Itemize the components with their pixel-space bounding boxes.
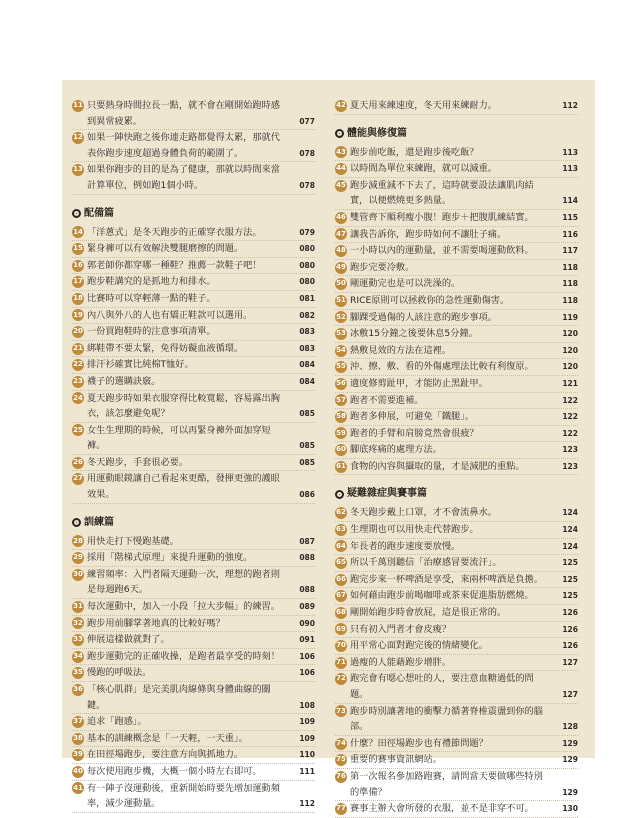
toc-entry[interactable] — [72, 764, 315, 781]
page-number: 080 — [299, 244, 315, 254]
number-badge: 41 — [72, 782, 84, 794]
number-badge: 52 — [335, 311, 347, 323]
section-heading — [335, 127, 578, 141]
page-number: 126 — [562, 641, 578, 651]
number-badge: 43 — [335, 146, 347, 158]
entry-text: 熱敷見效的方法在這裡。 — [350, 344, 452, 356]
page-number: 118 — [562, 262, 578, 272]
entry-text: 排汗衫確實比純棉T恤好。 — [87, 359, 194, 371]
toc-entry[interactable] — [72, 616, 315, 633]
number-badge: 62 — [335, 507, 347, 519]
page-number: 122 — [562, 412, 578, 422]
entry-text: 跑步用前腳掌著地真的比較好嗎？ — [87, 617, 225, 629]
entry-text: 重要的賽事資訊網站。 — [350, 754, 442, 766]
entry-text: 什麼？田徑場跑步也有禮節問題？ — [350, 737, 488, 749]
toc-entry[interactable] — [72, 632, 315, 649]
page-number: 120 — [562, 329, 578, 339]
number-badge: 44 — [335, 163, 347, 175]
toc-entry[interactable] — [335, 276, 578, 293]
entry-text: 第一次報名參加路跑賽，請問當天要做哪些特別的準備？ — [350, 770, 543, 798]
page-number: 083 — [299, 343, 315, 353]
toc-entry[interactable] — [335, 343, 578, 360]
number-badge: 22 — [72, 359, 84, 371]
section-heading — [335, 487, 578, 501]
toc-entry[interactable] — [335, 539, 578, 556]
page-number: 126 — [562, 624, 578, 634]
entry-text: 適度修剪趾甲，才能防止黑趾甲。 — [350, 377, 488, 389]
page-number: 124 — [562, 525, 578, 535]
entry-text: 跑步前吃飯，還是跑步後吃飯？ — [350, 146, 479, 158]
entry-text: 每次運動中，加入一小段「拉大步幅」的練習。 — [87, 601, 280, 613]
entry-text: 所以千萬別聽信「治療感冒要流汗」。 — [350, 557, 502, 569]
entry-text: 每次使用跑步機，大概一個小時左右即可。 — [87, 765, 262, 777]
page-number: 120 — [562, 345, 578, 355]
number-badge: 23 — [72, 376, 84, 388]
toc-entry[interactable] — [72, 98, 315, 130]
toc-entry[interactable] — [72, 747, 315, 764]
toc-entry[interactable] — [72, 781, 315, 813]
entry-text: 夏天用來練速度，冬天用來練耐力。 — [350, 100, 497, 111]
entry-text: 如果一陣快跑之後你連走路都覺得太累，那就代表你跑步速度超過身體負荷的範圍了。 — [87, 132, 280, 159]
page-number: 127 — [562, 690, 578, 699]
toc-entry[interactable] — [72, 567, 315, 599]
number-badge: 17 — [72, 276, 84, 288]
page-number: 080 — [299, 277, 315, 287]
page-number: 123 — [562, 445, 578, 455]
page-number: 087 — [299, 536, 315, 546]
number-badge: 53 — [335, 328, 347, 340]
page-number: 128 — [562, 722, 578, 732]
toc-entry[interactable] — [335, 638, 578, 655]
toc-entry[interactable] — [72, 455, 315, 472]
toc-entry[interactable] — [335, 442, 578, 459]
entry-text: 「洋蔥式」是冬天跑步的正確穿衣服方法。 — [87, 226, 262, 238]
number-badge: 77 — [335, 803, 347, 815]
number-badge: 38 — [72, 733, 84, 745]
page-number: 123 — [562, 461, 578, 471]
page-number: 122 — [562, 428, 578, 438]
page-number: 116 — [562, 229, 578, 239]
number-badge: 37 — [72, 716, 84, 728]
entry-text: 雙管齊下順利瘦小腹！跑步＋把腹肌練結實。 — [350, 211, 534, 223]
number-badge: 72 — [335, 673, 347, 685]
entry-text: 襪子的選購訣竅。 — [87, 375, 161, 387]
page-number: 106 — [299, 651, 315, 661]
number-badge: 33 — [72, 634, 84, 646]
entry-text: 跑完步來一杯啤酒是享受，來兩杯啤酒是負擔。 — [350, 573, 543, 585]
page-number: 085 — [299, 409, 315, 419]
entry-text: 「核心肌群」是完美肌肉線條與身體曲線的關鍵。 — [87, 684, 271, 711]
toc-entry[interactable] — [72, 341, 315, 358]
entry-text: 用運動眼鏡讓自己看起來更酷，發揮更強的護眼效果。 — [87, 473, 280, 501]
target-circle-icon — [72, 518, 81, 527]
number-badge: 15 — [72, 243, 84, 255]
entry-text: 腳踝受過傷的人該注意的跑步事項。 — [350, 311, 497, 323]
number-badge: 73 — [335, 705, 347, 717]
entry-text: 跑步鞋講究的是抓地力和排水。 — [87, 276, 216, 288]
number-badge: 31 — [72, 601, 84, 613]
page-number: 078 — [299, 180, 315, 190]
entry-text: 跑完會有噁心想吐的人，要注意血糖過低的問題。 — [350, 673, 534, 700]
number-badge: 58 — [335, 411, 347, 423]
number-badge: 67 — [335, 590, 347, 602]
page-number: 120 — [562, 362, 578, 372]
number-badge: 34 — [72, 651, 84, 663]
page-number: 121 — [562, 378, 578, 388]
entry-text: 內八與外八的人也有矯正鞋款可以選用。 — [87, 309, 253, 321]
page-number: 106 — [299, 668, 315, 678]
number-badge: 32 — [72, 617, 84, 629]
page-number: 114 — [562, 196, 578, 206]
number-badge: 49 — [335, 262, 347, 274]
toc-entry[interactable] — [335, 704, 578, 736]
page-number: 085 — [299, 441, 315, 451]
toc-entry[interactable] — [335, 605, 578, 622]
entry-text: 一小時以內的運動量，並不需要喝運動飲料。 — [350, 245, 534, 257]
page-number: 088 — [299, 553, 315, 563]
number-badge: 75 — [335, 754, 347, 766]
toc-entry[interactable] — [335, 572, 578, 589]
toc-entry[interactable] — [335, 293, 578, 310]
toc-entry[interactable] — [335, 655, 578, 672]
toc-entry[interactable] — [72, 423, 315, 455]
number-badge: 60 — [335, 444, 347, 456]
entry-text: 腳底疼痛的處理方法。 — [350, 444, 442, 456]
entry-text: 緊身褲可以有效解決雙腿磨擦的問題。 — [87, 243, 244, 255]
entry-text: 沖、擦、敷、看的外傷處理法比較有利復原。 — [350, 361, 534, 373]
entry-text: 跑步完要冷敷。 — [350, 261, 415, 273]
number-badge: 25 — [72, 424, 84, 436]
number-badge: 24 — [72, 392, 84, 404]
page-number: 077 — [299, 116, 315, 126]
toc-entry[interactable] — [335, 769, 578, 801]
page-number: 118 — [562, 295, 578, 305]
toc-entry[interactable] — [72, 731, 315, 748]
section-title: 配備篇 — [84, 207, 114, 219]
toc-entry[interactable] — [335, 409, 578, 426]
toc-entry[interactable] — [335, 752, 578, 769]
entry-text: 女生生理期的時候，可以再緊身褲外面加穿短褲。 — [87, 424, 271, 452]
number-badge: 51 — [335, 295, 347, 307]
toc-entry[interactable] — [335, 178, 578, 210]
entry-text: 追求「跑感」。 — [87, 716, 147, 728]
page-number: 078 — [299, 148, 315, 158]
entry-text: 過瘦的人能藉跑步增胖。 — [350, 656, 452, 668]
toc-entry[interactable] — [335, 359, 578, 376]
page-number: 110 — [299, 750, 315, 760]
page-number: 084 — [299, 360, 315, 370]
entry-text: 練習頻率：入門者隔天運動一次，理想的跑者則是每週跑6天。 — [87, 568, 280, 596]
page-number: 080 — [299, 260, 315, 270]
entry-text: 剛開始跑步時會放屁，這是很正常的。 — [350, 607, 507, 619]
toc-entry[interactable] — [335, 426, 578, 443]
entry-text: RICE原則可以拯救你的急性運動傷害。 — [350, 294, 510, 306]
page-number: 081 — [299, 293, 315, 303]
page-number: 082 — [299, 310, 315, 320]
entry-text: 比賽時可以穿輕薄一點的鞋子。 — [87, 292, 216, 304]
page-number: 111 — [299, 766, 315, 776]
toc-entry[interactable] — [335, 671, 578, 703]
entry-text: 如果你跑步的目的是為了健康，那就以時間來當計算單位，例如跑1個小時。 — [87, 164, 280, 191]
entry-text: 跑者不需要進補。 — [350, 394, 424, 406]
page-number: 113 — [562, 147, 578, 157]
toc-entry[interactable] — [335, 393, 578, 410]
toc-entry[interactable] — [72, 308, 315, 325]
entry-text: 夏天跑步時如果衣服穿得比較寬鬆，容易露出胸衣，該怎麼避免呢？ — [87, 392, 280, 420]
page-number: 125 — [562, 574, 578, 584]
page-number: 124 — [562, 541, 578, 551]
number-badge: 12 — [72, 132, 84, 144]
toc-entry[interactable] — [72, 374, 315, 391]
page-number: 125 — [562, 558, 578, 568]
entry-text: 伸展這樣做就對了。 — [87, 634, 170, 646]
toc-entry[interactable] — [72, 649, 315, 666]
number-badge: 42 — [335, 100, 347, 112]
number-badge: 63 — [335, 524, 347, 536]
entry-text: 慢跑的呼吸法。 — [87, 667, 152, 679]
number-badge: 69 — [335, 623, 347, 635]
toc-entry[interactable] — [72, 241, 315, 258]
number-badge: 56 — [335, 378, 347, 390]
entry-text: 郭老師你都穿哪一種鞋？推薦一款鞋子吧！ — [87, 259, 262, 271]
entry-text: 用平常心面對跑完後的情緒變化。 — [350, 640, 488, 652]
toc-entry[interactable] — [335, 243, 578, 260]
number-badge: 36 — [72, 684, 84, 696]
entry-text: 用快走打下慢跑基礎。 — [87, 535, 179, 547]
page-number: 083 — [299, 327, 315, 337]
number-badge: 28 — [72, 535, 84, 547]
page-number: 079 — [299, 227, 315, 237]
entry-text: 有一陣子沒運動後，重新開始時要先增加運動頻率，減少運動量。 — [87, 782, 280, 810]
page-number: 125 — [562, 591, 578, 601]
page-number: 086 — [299, 490, 315, 500]
entry-text: 跑者多伸展，可避免「鐵腿」。 — [350, 411, 475, 423]
entry-text: 年長者的跑步速度要放慢。 — [350, 540, 461, 552]
entry-text: 剛運動完也是可以洗澡的。 — [350, 278, 461, 290]
number-badge: 40 — [72, 766, 84, 778]
number-badge: 65 — [335, 557, 347, 569]
number-badge: 16 — [72, 260, 84, 272]
toc-entry[interactable] — [335, 145, 578, 162]
number-badge: 68 — [335, 607, 347, 619]
page-number: 126 — [562, 608, 578, 618]
page-number: 108 — [299, 700, 315, 710]
toc-entry[interactable] — [335, 376, 578, 393]
page-number: 129 — [562, 755, 578, 765]
toc-entry[interactable] — [72, 391, 315, 423]
entry-text: 賽事主辦大會所發的衣服，並不是非穿不可。 — [350, 803, 534, 815]
toc-entry[interactable] — [335, 622, 578, 639]
page-number: 130 — [562, 804, 578, 814]
section-title: 體能與修復篇 — [347, 127, 407, 139]
number-badge: 26 — [72, 457, 84, 469]
toc-entry[interactable] — [72, 291, 315, 308]
entry-text: 如何藉由跑步前喝咖啡或茶來促進脂肪燃燒。 — [350, 590, 534, 602]
page-number: 089 — [299, 602, 315, 612]
number-badge: 57 — [335, 394, 347, 406]
number-badge: 54 — [335, 345, 347, 357]
number-badge: 30 — [72, 569, 84, 581]
toc-entry[interactable] — [335, 505, 578, 522]
page-number: 118 — [562, 279, 578, 289]
entry-text: 生理期也可以用快走代替跑步。 — [350, 524, 479, 536]
entry-text: 冬天跑步戴上口罩，才不會流鼻水。 — [350, 507, 497, 519]
target-circle-icon — [72, 209, 81, 218]
toc-entry[interactable] — [335, 555, 578, 572]
page-number: 112 — [299, 799, 315, 809]
toc-entry[interactable] — [72, 665, 315, 682]
page-number: 129 — [562, 738, 578, 748]
page-number: 084 — [299, 376, 315, 386]
page-number: 091 — [299, 635, 315, 645]
page-number: 109 — [299, 717, 315, 727]
page-number: 124 — [562, 508, 578, 518]
toc-entry[interactable] — [72, 357, 315, 374]
entry-text: 基本的訓練概念是「一天輕，一天重」。 — [87, 732, 248, 744]
section-title: 疑難雜症與賽事篇 — [347, 488, 427, 500]
number-badge: 46 — [335, 212, 347, 224]
page-number: 090 — [299, 618, 315, 628]
toc-entry[interactable] — [335, 588, 578, 605]
number-badge: 14 — [72, 226, 84, 238]
toc-entry[interactable] — [335, 260, 578, 277]
entry-text: 跑步時別讓著地的衝擊力循著脊椎震盪到你的腦部。 — [350, 705, 543, 733]
toc-entry[interactable] — [72, 471, 315, 503]
number-badge: 71 — [335, 657, 347, 669]
number-badge: 18 — [72, 293, 84, 305]
number-badge: 61 — [335, 461, 347, 473]
toc-entry[interactable] — [72, 599, 315, 616]
number-badge: 66 — [335, 574, 347, 586]
section-heading — [72, 207, 315, 221]
entry-text: 食物的內容與攝取的量，才是減肥的重點。 — [350, 460, 525, 472]
toc-entry[interactable] — [72, 225, 315, 242]
toc-entry[interactable] — [72, 162, 315, 194]
toc-entry[interactable] — [335, 161, 578, 178]
section-title: 訓練篇 — [84, 516, 114, 528]
number-badge: 45 — [335, 180, 347, 192]
page-number: 112 — [562, 101, 578, 110]
toc-entry[interactable] — [335, 522, 578, 539]
section-heading — [72, 516, 315, 530]
entry-text: 冰敷15分鐘之後要休息5分鐘。 — [350, 328, 478, 340]
entry-text: 跑步減重減不下去了，這時就要設法讓肌肉結實，以便燃燒更多熱量。 — [350, 179, 534, 207]
toc-entry[interactable] — [72, 130, 315, 162]
page-number: 129 — [562, 787, 578, 797]
number-badge: 76 — [335, 771, 347, 783]
page-number: 117 — [562, 246, 578, 256]
number-badge: 35 — [72, 667, 84, 679]
entry-text: 採用「階梯式原理」來提升運動的強度。 — [87, 552, 253, 564]
entry-text: 只要熱身時間拉長一點，就不會在剛開始跑時感到異常疲累。 — [87, 100, 280, 127]
number-badge: 13 — [72, 164, 84, 176]
target-circle-icon — [335, 490, 344, 499]
number-badge: 55 — [335, 361, 347, 373]
toc-entry[interactable] — [72, 682, 315, 714]
toc-entry[interactable] — [335, 459, 578, 476]
page-number: 122 — [562, 395, 578, 405]
target-circle-icon — [335, 129, 344, 138]
entry-text: 只有初入門者才會皮痠？ — [350, 623, 452, 635]
number-badge: 19 — [72, 309, 84, 321]
toc-entry[interactable] — [72, 274, 315, 291]
toc-entry[interactable] — [335, 310, 578, 327]
entry-text: 以時間為單位來練跑，就可以減重。 — [350, 163, 497, 175]
entry-text: 讓我告訴你，跑步時如何不讓肚子痛。 — [350, 228, 507, 240]
number-badge: 59 — [335, 427, 347, 439]
entry-text: 在田徑場跑步，要注意方向與抓地力。 — [87, 749, 244, 761]
toc-entry[interactable] — [72, 714, 315, 731]
entry-text: 跑步運動完的正確收操，是跑者最享受的時刻！ — [87, 650, 280, 662]
toc-entry[interactable] — [335, 326, 578, 343]
toc-entry[interactable] — [72, 324, 315, 341]
number-badge: 50 — [335, 278, 347, 290]
page-number: 115 — [562, 212, 578, 222]
number-badge: 20 — [72, 326, 84, 338]
page-number: 119 — [562, 312, 578, 322]
entry-text: 綁鞋帶不要太緊，免得妨礙血液循環。 — [87, 342, 244, 354]
right-column — [335, 98, 578, 818]
number-badge: 39 — [72, 749, 84, 761]
number-badge: 48 — [335, 245, 347, 257]
toc-entry[interactable] — [335, 210, 578, 227]
number-badge: 70 — [335, 640, 347, 652]
number-badge: 27 — [72, 473, 84, 485]
toc-entry[interactable] — [335, 98, 578, 115]
left-column — [72, 98, 315, 813]
number-badge: 74 — [335, 738, 347, 750]
page-number: 109 — [299, 733, 315, 743]
toc-entry[interactable] — [335, 227, 578, 244]
number-badge: 29 — [72, 552, 84, 564]
toc-entry[interactable] — [72, 258, 315, 275]
toc-entry[interactable] — [335, 736, 578, 753]
toc-entry[interactable] — [72, 534, 315, 551]
page-number: 088 — [299, 585, 315, 595]
number-badge: 64 — [335, 540, 347, 552]
page-number: 127 — [562, 657, 578, 667]
toc-entry[interactable] — [72, 550, 315, 567]
page-number: 113 — [562, 164, 578, 174]
page-number: 085 — [299, 457, 315, 467]
entry-text: 一份買跑鞋時的注意事項清單。 — [87, 326, 216, 338]
number-badge: 11 — [72, 100, 84, 112]
entry-text: 跑者的手臂和肩膀竟然會很疲？ — [350, 427, 479, 439]
number-badge: 21 — [72, 343, 84, 355]
entry-text: 冬天跑步，手套很必要。 — [87, 456, 189, 468]
number-badge: 47 — [335, 228, 347, 240]
